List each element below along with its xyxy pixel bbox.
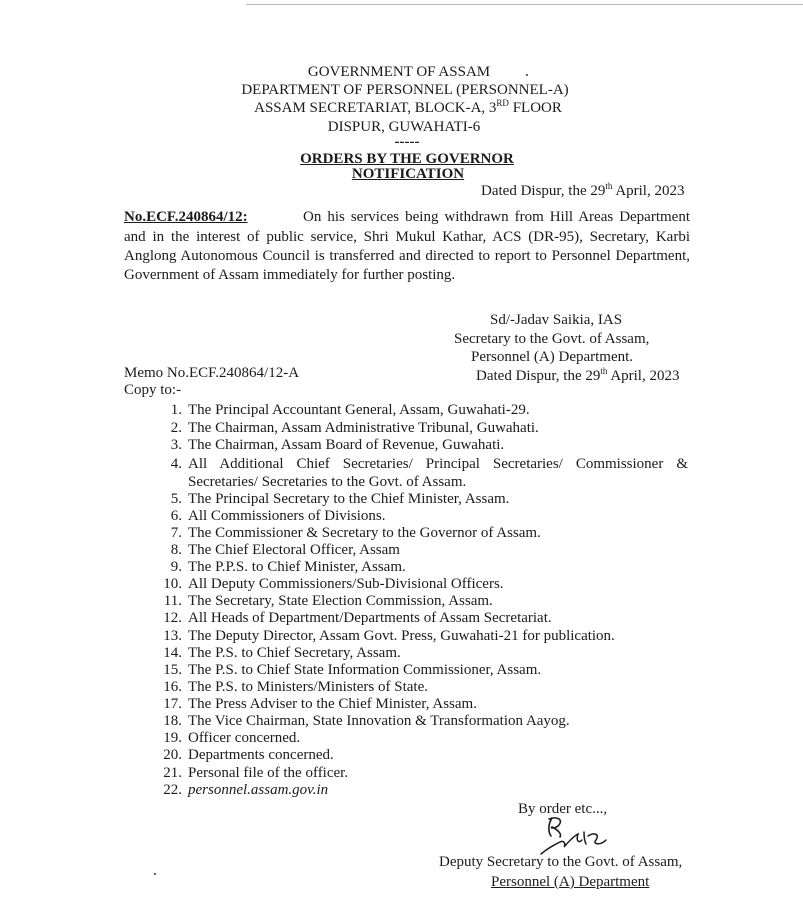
by-order-text: By order etc..., [518, 801, 608, 817]
list-item: 17. The Press Adviser to the Chief Minister, Assam. [163, 696, 477, 712]
list-item: 9. The P.P.S. to Chief Minister, Assam. [170, 559, 406, 575]
notification-number: No.ECF.240864/12: [124, 209, 248, 225]
header-government: GOVERNMENT OF ASSAM [307, 64, 491, 80]
list-item: 14. The P.S. to Chief Secretary, Assam. [163, 645, 401, 661]
list-item-multiline [188, 455, 688, 491]
list-item: 7. The Commissioner & Secretary to the Governor of Assam. [170, 525, 541, 541]
list-item: 12. All Heads of Department/Departments of Assam Secretariat. [163, 610, 552, 626]
list-item: 1. The Principal Accountant General, Assam, Guwahati-29. [170, 402, 530, 418]
notification-line-4: Government of Assam immediately for further posting. [124, 267, 456, 283]
list-item: 19. Officer concerned. [163, 730, 301, 746]
list-item: 4. [170, 456, 182, 472]
list-item: 11. The Secretary, State Election Commission, Assam. [163, 593, 493, 609]
top-border-line [246, 4, 803, 5]
list-item: 21. Personal file of the officer. [163, 765, 349, 781]
signatory-designation: Secretary to the Govt. of Assam, [454, 331, 650, 347]
list-item: 16. The P.S. to Ministers/Ministers of State. [163, 679, 428, 695]
list-item: 13. The Deputy Director, Assam Govt. Press, Guwahati-21 for publication. [163, 628, 615, 644]
list-item: 10. All Deputy Commissioners/Sub-Divisional Officers. [163, 576, 504, 592]
list-item: 22. personnel.assam.gov.in [163, 782, 329, 798]
header-department: DEPARTMENT OF PERSONNEL (PERSONNEL-A) [241, 82, 569, 98]
list-item-line: All Additional Chief Secretaries/ Principal Secretaries/ Commissioner & [188, 456, 688, 472]
signatory-name: Sd/-Jadav Saikia, IAS [490, 312, 623, 328]
list-item: 3. The Chairman, Assam Board of Revenue, Guwahati. [170, 437, 505, 453]
list-item: 6. All Commissioners of Divisions. [170, 508, 386, 524]
list-item: 15. The P.S. to Chief State Information Commissioner, Assam. [163, 662, 542, 678]
scan-speck [154, 873, 156, 875]
header-separator: ----- [394, 134, 420, 150]
memo-date: Dated Dispur, the 29th April, 2023 [476, 366, 680, 384]
notification-date: Dated Dispur, the 29th April, 2023 [481, 181, 685, 199]
copy-to-label: Copy to:- [124, 382, 182, 398]
list-item: 5. The Principal Secretary to the Chief Minister, Assam. [170, 491, 510, 507]
website-link[interactable]: personnel.assam.gov.in [188, 782, 329, 798]
list-item: 2. The Chairman, Assam Administrative Tribunal, Guwahati. [170, 420, 539, 436]
notification-line-1: On his services being withdrawn from Hill Areas Department [303, 209, 690, 225]
notification-line-2: and in the interest of public service, Shri Mukul Kathar, ACS (DR-95), Secretary, Karbi [124, 229, 690, 245]
header-secretariat: ASSAM SECRETARIAT, BLOCK-A, 3RD FLOOR [254, 98, 562, 116]
handwritten-signature [540, 814, 610, 858]
deputy-secretary-department: Personnel (A) Department [491, 874, 650, 890]
list-item-line: Secretaries/ Secretaries to the Govt. of Assam. [188, 474, 467, 490]
list-item: 8. The Chief Electoral Officer, Assam [170, 542, 400, 558]
signatory-department: Personnel (A) Department. [471, 349, 634, 365]
header-address: DISPUR, GUWAHATI-6 [327, 119, 481, 135]
scan-speck [526, 74, 528, 76]
list-item: 18. The Vice Chairman, State Innovation & Transformation Aayog. [163, 713, 570, 729]
orders-title: ORDERS BY THE GOVERNOR [300, 151, 514, 167]
deputy-secretary-designation: Deputy Secretary to the Govt. of Assam, [439, 854, 683, 870]
list-item: 20. Departments concerned. [163, 747, 334, 763]
notification-title: NOTIFICATION [351, 166, 465, 182]
notification-line-3: Anglong Autonomous Council is transferred and directed to report to Personnel Department, [124, 248, 690, 264]
memo-number: Memo No.ECF.240864/12-A [124, 365, 300, 381]
signature-stroke [549, 818, 561, 837]
